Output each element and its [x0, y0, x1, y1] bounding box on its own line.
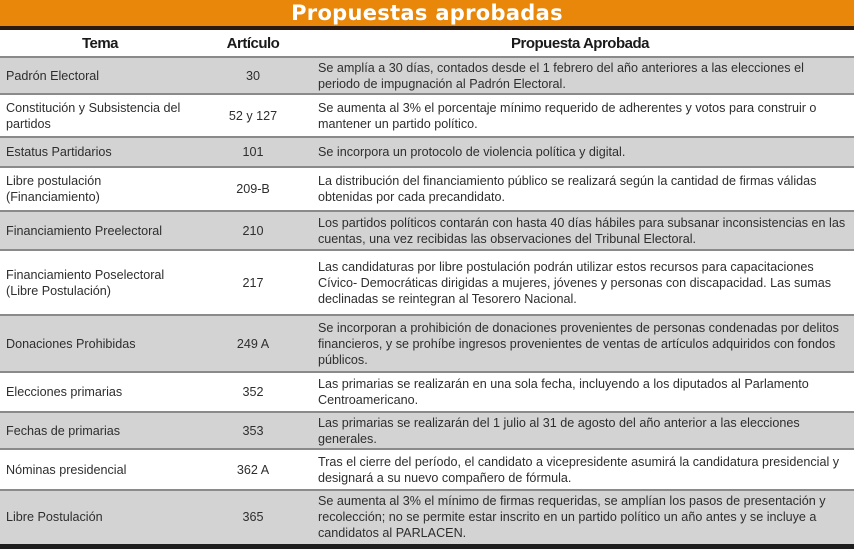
cell-tema: Financiamiento Preelectoral: [0, 211, 200, 250]
cell-propuesta: Las primarias se realizarán del 1 julio al 31 de agosto del año anterior a las elecciones generales.: [306, 412, 854, 449]
cell-tema: Fechas de primarias: [0, 412, 200, 449]
cell-tema: Libre Postulación: [0, 490, 200, 546]
table-row: [0, 315, 854, 372]
cell-tema: Financiamiento Poselectoral (Libre Postulación): [0, 250, 200, 315]
cell-articulo: 30: [200, 57, 306, 94]
cell-tema: Elecciones primarias: [0, 372, 200, 412]
cell-propuesta: Las primarias se realizarán en una sola fecha, incluyendo a los diputados al Parlamento Centroamericano.: [306, 372, 854, 412]
table-row: [0, 211, 854, 250]
table-row: [0, 412, 854, 449]
cell-propuesta: Los partidos políticos contarán con hasta 40 días hábiles para subsanar inconsistencias en las cuentas, una vez recibidas las observaciones del Tribunal Electoral.: [306, 211, 854, 250]
cell-propuesta: Se amplía a 30 días, contados desde el 1 febrero del año anteriores a las elecciones el periodo de impugnación al Padrón Electoral.: [306, 57, 854, 94]
cell-articulo: 101: [200, 137, 306, 167]
cell-articulo: 365: [200, 490, 306, 546]
cell-tema: Padrón Electoral: [0, 57, 200, 94]
table-row: [0, 250, 854, 315]
cell-tema: Donaciones Prohibidas: [0, 315, 200, 372]
header-articulo: Artículo: [200, 30, 306, 57]
cell-articulo: 217: [200, 250, 306, 315]
table-row: [0, 372, 854, 412]
cell-propuesta: Se incorporan a prohibición de donaciones provenientes de personas condenadas por delitos financieros, y se prohíbe ingresos provenientes de ventas de artículos adquiridos con fondos públicos.: [306, 315, 854, 372]
header-tema: Tema: [0, 30, 200, 57]
cell-propuesta: Se incorpora un protocolo de violencia política y digital.: [306, 137, 854, 167]
cell-articulo: 209-B: [200, 167, 306, 211]
table-header-row: [0, 30, 854, 57]
table-row: [0, 490, 854, 546]
table-row: [0, 167, 854, 211]
cell-articulo: 52 y 127: [200, 94, 306, 137]
header-propuesta: Propuesta Aprobada: [306, 30, 854, 57]
cell-propuesta: Se aumenta al 3% el porcentaje mínimo requerido de adherentes y votos para construir o mantener un partido político.: [306, 94, 854, 137]
cell-tema: Libre postulación (Financiamiento): [0, 167, 200, 211]
table-row: [0, 449, 854, 490]
cell-tema: Constitución y Subsistencia del partidos: [0, 94, 200, 137]
table-row: [0, 94, 854, 137]
cell-propuesta: Se aumenta al 3% el mínimo de firmas requeridas, se amplían los pasos de presentación y recolección; no se permite estar inscrito en un partido político un año antes y se incluye a candidatos al PARLACEN.: [306, 490, 854, 546]
title-banner: [0, 0, 854, 30]
cell-articulo: 352: [200, 372, 306, 412]
cell-articulo: 353: [200, 412, 306, 449]
cell-articulo: 249 A: [200, 315, 306, 372]
table-row: [0, 57, 854, 94]
cell-propuesta: La distribución del financiamiento público se realizará según la cantidad de firmas válidas obtenidas por cada precandidato.: [306, 167, 854, 211]
cell-propuesta: Las candidaturas por libre postulación podrán utilizar estos recursos para capacitaciones Cívico- Democráticas dirigidas a mujeres, jóvenes y personas con discapacidad. Las sumas declinadas se reintegran al Tesorero Nacional.: [306, 250, 854, 315]
proposals-table: [0, 30, 854, 549]
cell-tema: Nóminas presidencial: [0, 449, 200, 490]
cell-tema: Estatus Partidarios: [0, 137, 200, 167]
cell-articulo: 362 A: [200, 449, 306, 490]
cell-articulo: 210: [200, 211, 306, 250]
table-row: [0, 137, 854, 167]
page-title: Propuestas aprobadas: [291, 1, 563, 25]
cell-propuesta: Tras el cierre del período, el candidato a vicepresidente asumirá la candidatura presidencial y designará a su nuevo compañero de fórmula.: [306, 449, 854, 490]
